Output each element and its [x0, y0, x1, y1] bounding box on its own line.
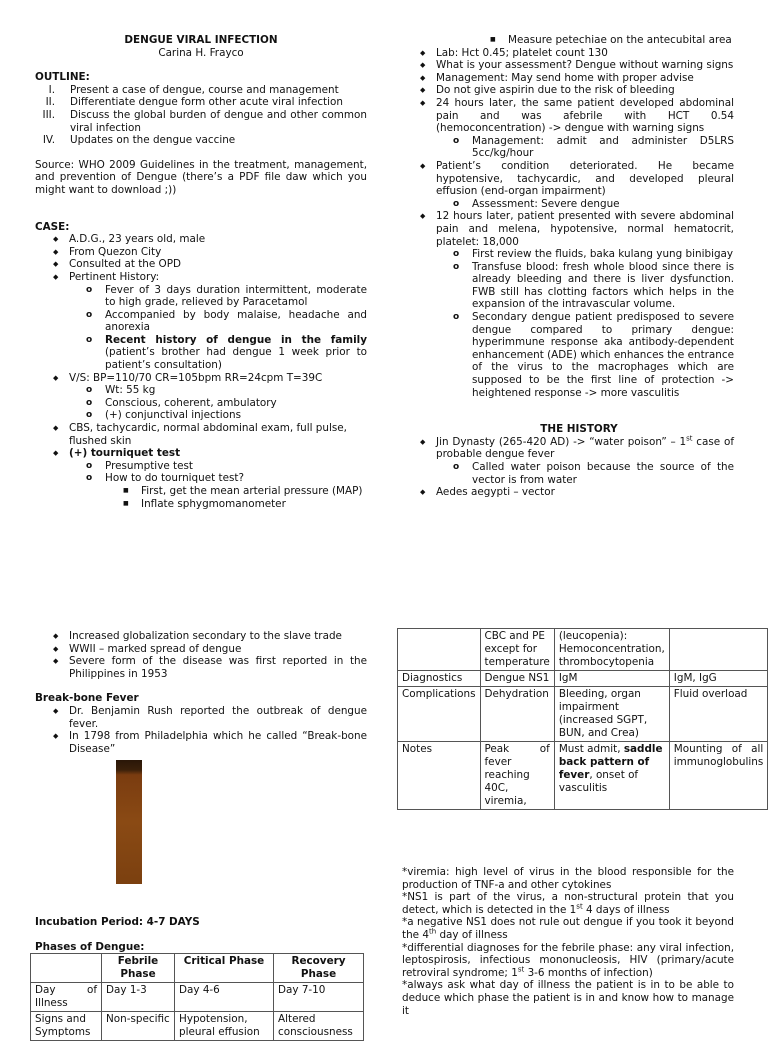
breakbone-list [35, 705, 367, 755]
table-row [398, 671, 768, 687]
history-heading: THE HISTORY [540, 423, 618, 436]
history-subitem: o Called water poison because the source of the vector is from water [436, 461, 734, 486]
author: Carina H. Frayco [158, 46, 244, 59]
breakbone-heading: Break-bone Fever [35, 692, 139, 705]
table-cell: IgM [554, 671, 669, 687]
table-cell: Signs and Symptoms [31, 1012, 102, 1041]
case-item: ◆ Pertinent History: o Fever of 3 days duration intermittent, moderate to high grade, relieved by Paracetamol o Accompanied by body malaise, headache and anorexia o Recent history of dengue in the family (patient’s brother had dengue 1 week prior to patient’s consultation) [35, 271, 367, 372]
right-item: ◆ Lab: Hct 0.45; platelet count 130 [402, 47, 734, 60]
history-item: o Accompanied by body malaise, headache and anorexia [69, 309, 367, 334]
case-heading: CASE: [35, 220, 70, 233]
case-list [35, 233, 367, 510]
right-column-top [402, 34, 734, 499]
spread-item: ◆ Increased globalization secondary to the slave trade [35, 630, 367, 643]
vs-item: o Wt: 55 kg [69, 384, 367, 397]
table-row [398, 687, 768, 742]
outline-item: III. Discuss the global burden of dengue and other common viral infection [42, 108, 367, 134]
outline-item: I. Present a case of dengue, course and management [48, 83, 339, 96]
tourniquet-step: ■ First, get the mean arterial pressure (MAP) [105, 485, 367, 498]
outline-item: II. Differentiate dengue form other acute viral infection [45, 96, 343, 109]
table-header: Critical Phase [175, 954, 274, 983]
table-row [398, 629, 768, 671]
table-cell [31, 954, 102, 983]
table-row [31, 983, 364, 1012]
scanned-image-fragment [116, 760, 142, 884]
table-cell: IgM, IgG [669, 671, 767, 687]
table-cell [398, 629, 481, 671]
outline-list [35, 84, 367, 147]
case-item: ◆ (+) tourniquet test o Presumptive test o How to do tourniquet test? ■ First, get the mean arterial pressure (MAP) ■ Inflate sphygmomanometer [35, 447, 367, 510]
history-item: ◆ Jin Dynasty (265-420 AD) -> “water poison” – 1st case of probable dengue fever o Called water poison because the source of the vector is from water [402, 436, 734, 486]
incubation-block [35, 916, 367, 953]
vs-item: o (+) conjunctival injections [69, 409, 367, 422]
history-item: ◆ Aedes aegypti – vector [402, 486, 734, 499]
right-subitem: o Assessment: Severe dengue [436, 198, 734, 211]
table-header: Febrile Phase [102, 954, 175, 983]
history-item: o Recent history of dengue in the family (patient’s brother had dengue 1 week prior to patient’s consultation) [69, 334, 367, 372]
table-row [31, 954, 364, 983]
table-cell: Day 7-10 [274, 983, 364, 1012]
table-cell: Day of Illness [31, 983, 102, 1012]
table-cell: Day 4-6 [175, 983, 274, 1012]
left-column-bottom [35, 630, 367, 755]
case-item: ◆ Consulted at the OPD [35, 258, 367, 271]
outline-heading: OUTLINE: [35, 71, 90, 84]
table-cell: Fluid overload [669, 687, 767, 742]
case-item: ◆ From Quezon City [35, 246, 367, 259]
table-row [398, 742, 768, 810]
tourniquet-item: o How to do tourniquet test? ■ First, get the mean arterial pressure (MAP) ■ Inflate sphygmomanometer [69, 472, 367, 510]
table-cell: Notes [398, 742, 481, 810]
footnote: *viremia: high level of virus in the blood responsible for the production of TNF-a and other cytokines [402, 866, 734, 891]
spread-list [35, 630, 367, 680]
footnote: *differential diagnoses for the febrile phase: any viral infection, leptospirosis, infectious mononucleosis, HIV (primary/acute retroviral syndrome; 1st 3-6 months of infection) [402, 941, 734, 979]
table-cell: Dengue NS1 [480, 671, 554, 687]
tourniquet-item: o Presumptive test [69, 460, 367, 473]
history-list [402, 436, 734, 499]
measure-item: ■ Measure petechiae on the antecubital area [472, 34, 734, 47]
breakbone-item: ◆ Dr. Benjamin Rush reported the outbreak of dengue fever. [35, 705, 367, 730]
table-cell: Diagnostics [398, 671, 481, 687]
table-cell: Mounting of all immunoglobulins [669, 742, 767, 810]
case-item: ◆ V/S: BP=110/70 CR=105bpm RR=24cpm T=39C o Wt: 55 kg o Conscious, coherent, ambulatory o (+) conjunctival injections [35, 372, 367, 422]
footnote: *always ask what day of illness the patient is in to be able to deduce which phase the patient is in and know how to manage it [402, 979, 734, 1017]
right-item: ◆ Patient’s condition deteriorated. He became hypotensive, tachycardic, and developed pleural effusion (end-organ impairment) o Assessment: Severe dengue [402, 160, 734, 210]
right-item: ◆ Do not give aspirin due to the risk of bleeding [402, 84, 734, 97]
right-subitem: o First review the fluids, baka kulang yung binibigay [436, 248, 734, 261]
table-header: Recovery Phase [274, 954, 364, 983]
case-item: ◆ CBS, tachycardic, normal abdominal exam, full pulse, flushed skin [35, 422, 367, 447]
measure-list [402, 34, 734, 47]
table-cell [669, 629, 767, 671]
document-title: DENGUE VIRAL INFECTION [124, 34, 278, 46]
right-subitem: o Secondary dengue patient predisposed to severe dengue compared to primary dengue: hyperimmune response aka antibody-dependent enhancement (ADE) which enhances the entrance of the virus to the macrophages which are supposed to be the first line of protection -> heightened response -> more vasculitis [436, 311, 734, 399]
table-cell: Altered consciousness [274, 1012, 364, 1041]
tourniquet-step: ■ Inflate sphygmomanometer [105, 498, 367, 511]
spread-item: ◆ WWII – marked spread of dengue [35, 643, 367, 656]
table-cell: Dehydration [480, 687, 554, 742]
phases-table [30, 953, 364, 1041]
incubation-period: Incubation Period: 4-7 DAYS [35, 916, 200, 928]
table-cell: Complications [398, 687, 481, 742]
footnotes [402, 866, 734, 1017]
vs-item: o Conscious, coherent, ambulatory [69, 397, 367, 410]
table-cell: Peak of fever reaching 40C, viremia, [480, 742, 554, 810]
phases-heading: Phases of Dengue: [35, 940, 145, 953]
right-item: ◆ 24 hours later, the same patient developed abdominal pain and was afebrile with HCT 0.54 (hemoconcentration) -> dengue with warning signs o Management: admit and administer D5LRS 5cc/kg/hour [402, 97, 734, 160]
table-cell: Day 1-3 [102, 983, 175, 1012]
breakbone-item: ◆ In 1798 from Philadelphia which he called “Break-bone Disease” [35, 730, 367, 755]
table-cell: Bleeding, organ impairment (increased SGPT, BUN, and Crea) [554, 687, 669, 742]
right-subitem: o Transfuse blood: fresh whole blood since there is already bleeding and there is liver dysfunction. FWB still has clotting factors which helps in the expansion of the intravascular volume. [436, 261, 734, 311]
right-item: ◆ What is your assessment? Dengue without warning signs [402, 59, 734, 72]
management-list [402, 47, 734, 400]
table-cell: Must admit, saddle back pattern of fever, onset of vasculitis [554, 742, 669, 810]
left-column-top [35, 34, 367, 510]
table-cell: (leucopenia): Hemoconcentration, thrombocytopenia [554, 629, 669, 671]
footnote: *a negative NS1 does not rule out dengue if you took it beyond the 4th day of illness [402, 916, 734, 941]
table-row [31, 1012, 364, 1041]
right-subitem: o Management: admit and administer D5LRS 5cc/kg/hour [436, 135, 734, 160]
outline-item: IV. Updates on the dengue vaccine [42, 134, 236, 147]
table-cell: CBC and PE except for temperature [480, 629, 554, 671]
phases-table-continued [397, 628, 768, 810]
table-cell: Hypotension, pleural effusion [175, 1012, 274, 1041]
footnote: *NS1 is part of the virus, a non-structural protein that you detect, which is detected in the 1st 4 days of illness [402, 891, 734, 916]
history-item: o Fever of 3 days duration intermittent, moderate to high grade, relieved by Paracetamol [69, 284, 367, 309]
case-item: ◆ A.D.G., 23 years old, male [35, 233, 367, 246]
spread-item: ◆ Severe form of the disease was first reported in the Philippines in 1953 [35, 655, 367, 680]
source-note: Source: WHO 2009 Guidelines in the treatment, management, and prevention of Dengue (there’s a PDF file daw which you might want to download ;)) [35, 158, 367, 196]
table-cell: Non-specific [102, 1012, 175, 1041]
right-item: ◆ Management: May send home with proper advise [402, 72, 734, 85]
right-item: ◆ 12 hours later, patient presented with severe abdominal pain and melena, hypotensive, normal hematocrit, platelet: 18,000 o First review the fluids, baka kulang yung binibigay o Transfuse blood: fresh whole blood since there is already bleeding and there is liver dysfunction. FWB still has clotting factors which helps in the expansion of the intravascular volume. o Secondary dengue patient predisposed to severe dengue compared to primary dengue: hyperimmune response aka antibody-dependent enhancement (ADE) which enhances the entrance of the virus to the macrophages which are supposed to be the first line of protection -> heightened response -> more vasculitis [402, 210, 734, 399]
